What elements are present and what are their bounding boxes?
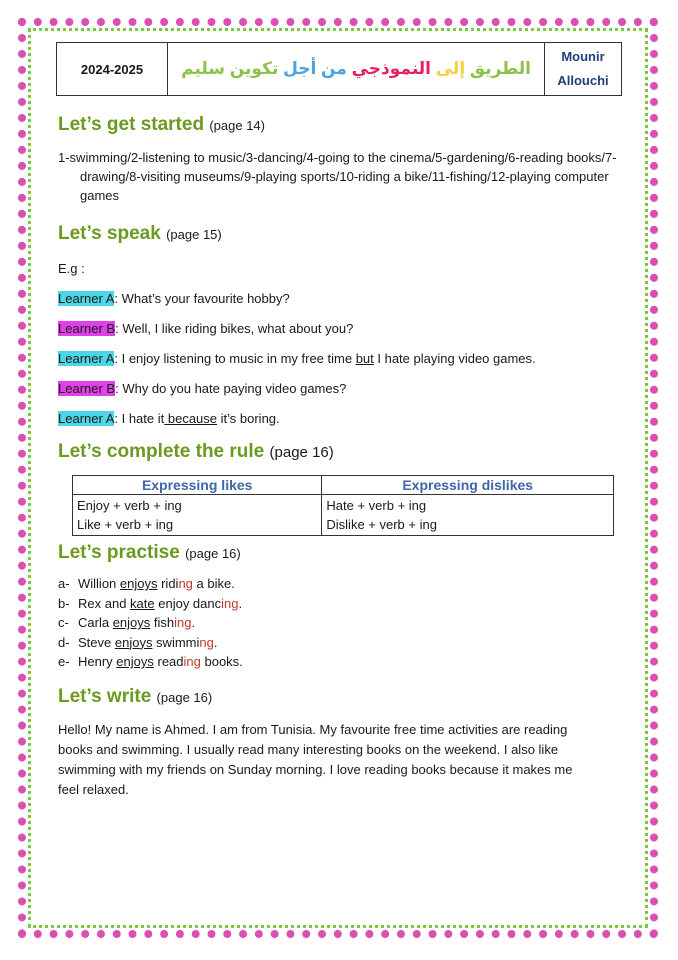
author-name: Mounir Allouchi: [557, 49, 609, 88]
dislikes-cell: Hate + verb + ing Dislike + verb + ing: [322, 495, 614, 536]
section-practise: [58, 542, 628, 672]
dialogue-line: Learner B: Well, I like riding bikes, what about you?: [58, 321, 354, 336]
school-year: 2024-2025: [57, 43, 168, 95]
section-title: Let’s speak (page 15): [58, 223, 222, 244]
likes-cell: Enjoy + verb + ing Like + verb + ing: [73, 495, 322, 536]
list-item: a- Willion enjoys riding a bike.: [58, 576, 235, 591]
header-box: [56, 42, 622, 96]
section-speak: [58, 223, 628, 426]
list-item: b- Rex and kate enjoy dancing.: [58, 595, 243, 611]
dialogue-line: Learner B: Why do you hate paying video games?: [58, 381, 347, 396]
list-item: d- Steve enjoys swimming.: [58, 634, 218, 650]
section-title: Let’s practise (page 16): [58, 542, 241, 563]
col-likes: Expressing likes: [73, 476, 322, 495]
arabic-slogan: الطريق إلى النموذجي من أجل تكوين سليم: [168, 43, 545, 95]
practise-list: [58, 574, 628, 672]
section-rule: [58, 441, 628, 536]
section-title: Let’s complete the rule (page 16): [58, 441, 334, 462]
section-title: Let’s write (page 16): [58, 685, 213, 707]
rule-table: [72, 475, 614, 536]
dialogue-line: Learner A: What’s your favourite hobby?: [58, 291, 290, 306]
dialogue-line: Learner A: I hate it because it’s boring.: [58, 411, 280, 426]
worksheet: [58, 42, 628, 800]
section-started: [58, 114, 628, 205]
section-write: [58, 686, 628, 800]
example-label: E.g :: [58, 261, 85, 276]
list-item: c- Carla enjoys fishing.: [58, 615, 196, 630]
hobbies-list: 1-swimming/2-listening to music/3-dancing/4-going to the cinema/5-gardening/6-reading books/7-drawing/8-visiting museums/9-playing sports/10-riding a bike/11-fishing/12-playing computer games: [58, 150, 617, 203]
list-item: e- Henry enjoys reading books.: [58, 654, 243, 669]
write-paragraph: Hello! My name is Ahmed. I am from Tunisia. My favourite free time activities are reading books and swimming. I usually read many interesting books on the weekend. I also like swimming with my friends on Sunday morning. I love reading books because it makes me feel relaxed.: [58, 721, 573, 797]
dialogue-line: Learner A: I enjoy listening to music in my free time but I hate playing video games.: [58, 351, 536, 366]
col-dislikes: Expressing dislikes: [322, 476, 614, 495]
section-title: Let’s get started (page 14): [58, 114, 265, 135]
